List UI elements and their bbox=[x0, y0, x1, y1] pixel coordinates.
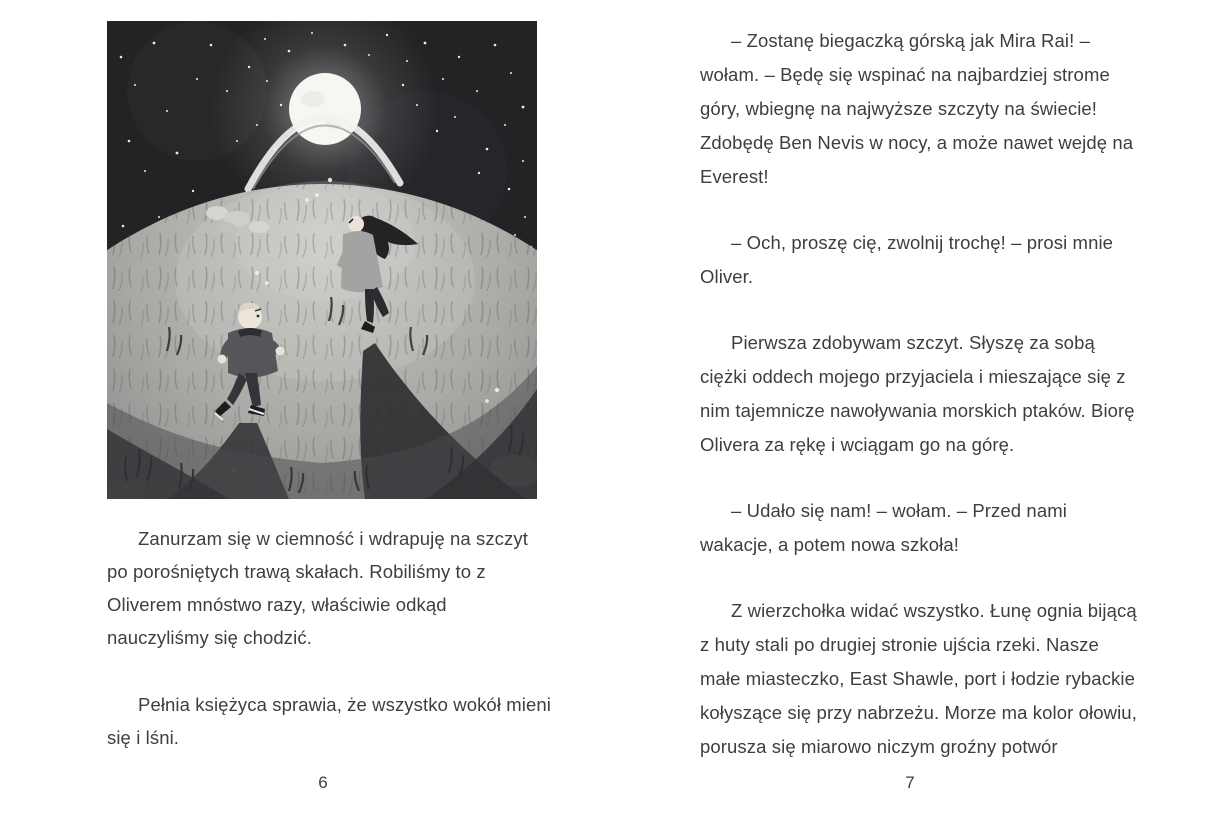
paragraph: Zanurzam się w ciemność i wdrapuję na szczyt po porośniętych trawą skałach. Robiliśmy to z Oliverem mnóstwo razy, właściwie odkąd nauczyliśmy się chodzić. bbox=[107, 528, 528, 648]
paragraph: – Zostanę biegaczką górską jak Mira Rai! – wołam. – Będę się wspinać na najbardziej strome góry, wbiegnę na najwyższe szczyty na świecie! Zdobędę Ben Nevis w nocy, a może nawet wejdę na Everest! bbox=[700, 30, 1134, 187]
paragraph: – Udało się nam! – wołam. – Przed nami wakacje, a potem nowa szkoła! bbox=[700, 500, 1067, 555]
paragraph: Pełnia księżyca sprawia, że wszystko wokół mieni się i lśni. bbox=[107, 694, 551, 748]
page-number-left: 6 bbox=[318, 773, 328, 792]
night-hill-illustration bbox=[107, 21, 537, 499]
left-page-text bbox=[107, 522, 553, 788]
page-number-right: 7 bbox=[905, 773, 915, 792]
right-page-text bbox=[700, 24, 1140, 796]
paragraph: – Och, proszę cię, zwolnij trochę! – prosi mnie Oliver. bbox=[700, 232, 1114, 287]
paragraph: Pierwsza zdobywam szczyt. Słyszę za sobą ciężki oddech mojego przyjaciela i mieszające się z nim tajemnicze nawoływania morskich ptaków. Biorę Olivera za rękę i wciągam go na górę. bbox=[700, 332, 1135, 455]
paragraph: Z wierzchołka widać wszystko. Łunę ognia bijącą z huty stali po drugiej stronie ujścia rzeki. Nasze małe miasteczko, East Shawle, port i łodzie rybackie kołyszące się przy nabrzeżu. Morze ma kolor ołowiu, porusza się miarowo niczym groźny potwór bbox=[700, 600, 1137, 757]
